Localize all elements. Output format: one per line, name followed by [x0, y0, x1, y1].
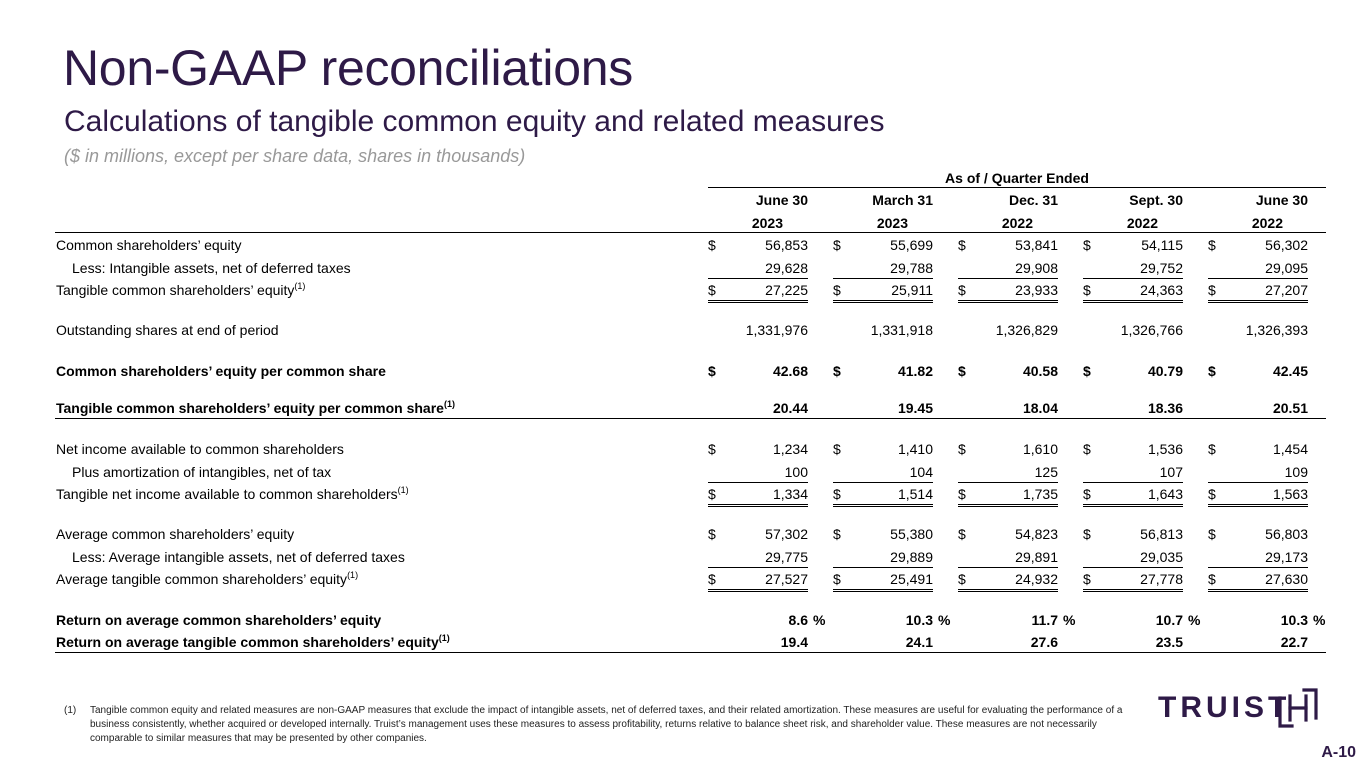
- currency-symbol: $: [833, 282, 841, 298]
- currency-symbol: $: [958, 526, 966, 542]
- cell-value: 1,735: [1022, 486, 1058, 502]
- currency-symbol: $: [1208, 571, 1216, 587]
- currency-symbol: $: [708, 282, 716, 298]
- cell-value: 19.4: [780, 634, 808, 650]
- row-label-text: Common shareholders’ equity per common share: [56, 363, 386, 379]
- row-label-text: Common shareholders’ equity: [56, 237, 242, 253]
- row-label-text: Tangible common shareholders’ equity per common share: [56, 400, 444, 416]
- cell-value: 1,563: [1272, 486, 1308, 502]
- cell-value: 27.6: [1030, 634, 1058, 650]
- footnote-ref: (1): [347, 570, 359, 580]
- page-title: Non-GAAP reconciliations: [63, 40, 633, 96]
- currency-symbol: $: [833, 363, 841, 379]
- currency-symbol: $: [1083, 486, 1091, 502]
- row-label: [56, 631, 450, 653]
- currency-symbol: $: [1083, 282, 1091, 298]
- table-row: [0, 438, 1365, 460]
- cell-value: 11.7: [1031, 612, 1058, 628]
- currency-symbol: $: [958, 237, 966, 253]
- row-label-text: Average common shareholders’ equity: [56, 526, 295, 542]
- row-label: [56, 234, 241, 256]
- row-label-text: Less: Intangible assets, net of deferred taxes: [72, 260, 351, 276]
- total-double-rule: [833, 504, 933, 507]
- cell-value: 22.7: [1280, 634, 1308, 650]
- row-label-text: Return on average tangible common shareholders’ equity: [56, 634, 439, 650]
- cell-value: 10.3: [905, 612, 933, 628]
- table-row: [0, 397, 1365, 419]
- cell-value: 20.44: [772, 400, 808, 416]
- total-double-rule: [708, 504, 808, 507]
- table-row: [0, 609, 1365, 631]
- cell-value: 56,302: [1265, 237, 1308, 253]
- row-label: [56, 483, 409, 505]
- row-label: [56, 319, 279, 341]
- cell-value: 18.36: [1147, 400, 1183, 416]
- cell-value: 23.5: [1155, 634, 1183, 650]
- row-label-text: Tangible net income available to common shareholders: [56, 486, 398, 502]
- table-row: [0, 631, 1365, 653]
- currency-symbol: $: [708, 571, 716, 587]
- row-label: [56, 523, 294, 545]
- row-label-text: Plus amortization of intangibles, net of tax: [72, 464, 332, 480]
- currency-symbol: $: [708, 526, 716, 542]
- currency-symbol: $: [708, 237, 716, 253]
- currency-symbol: $: [1208, 486, 1216, 502]
- currency-symbol: $: [1208, 526, 1216, 542]
- table-row: [0, 319, 1365, 341]
- currency-symbol: $: [1208, 282, 1216, 298]
- currency-symbol: $: [1208, 237, 1216, 253]
- percent-sign: %: [1063, 612, 1076, 628]
- currency-symbol: $: [958, 571, 966, 587]
- table-row: [0, 461, 1365, 483]
- total-double-rule: [958, 504, 1058, 507]
- cell-value: 1,610: [1022, 441, 1058, 457]
- row-label: [72, 257, 351, 279]
- col-header-month: Sept. 30: [1129, 192, 1183, 208]
- cell-value: 1,514: [897, 486, 933, 502]
- cell-value: 25,491: [890, 571, 933, 587]
- cell-value: 23,933: [1015, 282, 1058, 298]
- cell-value: 1,643: [1147, 486, 1183, 502]
- col-header-year: 2022: [1001, 215, 1033, 231]
- cell-value: 29,891: [1015, 549, 1058, 565]
- currency-symbol: $: [958, 363, 966, 379]
- row-label: [72, 546, 405, 568]
- cell-value: 20.51: [1272, 400, 1308, 416]
- currency-symbol: $: [1083, 363, 1091, 379]
- cell-value: 10.3: [1280, 612, 1308, 628]
- cell-value: 1,410: [897, 441, 933, 457]
- cell-value: 25,911: [891, 282, 933, 298]
- table-row: [0, 483, 1365, 505]
- footnote-ref: (1): [438, 633, 450, 643]
- cell-value: 57,302: [765, 526, 808, 542]
- percent-sign: %: [813, 612, 826, 628]
- total-double-rule: [1083, 504, 1183, 507]
- cell-value: 29,035: [1140, 549, 1183, 565]
- col-header-month: Dec. 31: [1008, 192, 1058, 208]
- total-double-rule: [958, 589, 1058, 592]
- footnote-ref: (1): [443, 399, 455, 409]
- table-row: [0, 523, 1365, 545]
- cell-value: 55,699: [890, 237, 933, 253]
- cell-value: 10.7: [1155, 612, 1183, 628]
- cell-value: 1,326,766: [1120, 322, 1183, 338]
- units-note: ($ in millions, except per share data, shares in thousands): [64, 146, 526, 166]
- total-double-rule: [708, 589, 808, 592]
- col-header-year: 2023: [876, 215, 908, 231]
- cell-value: 104: [909, 464, 933, 480]
- cell-value: 29,752: [1140, 260, 1183, 276]
- cell-value: 41.82: [897, 363, 933, 379]
- row-label: [56, 279, 305, 301]
- currency-symbol: $: [708, 363, 716, 379]
- cell-value: 55,380: [890, 526, 933, 542]
- col-header-month: March 31: [872, 192, 933, 208]
- currency-symbol: $: [833, 441, 841, 457]
- currency-symbol: $: [708, 441, 716, 457]
- cell-value: 107: [1159, 464, 1183, 480]
- row-label: [56, 397, 455, 419]
- cell-value: 125: [1034, 464, 1058, 480]
- cell-value: 27,630: [1265, 571, 1308, 587]
- total-double-rule: [833, 300, 933, 303]
- row-label-text: Average tangible common shareholders’ equity: [56, 571, 348, 587]
- cell-value: 29,775: [765, 549, 808, 565]
- cell-value: 40.58: [1022, 363, 1058, 379]
- truist-mark-icon: [1278, 688, 1318, 728]
- cell-value: 56,813: [1140, 526, 1183, 542]
- table-row: [0, 546, 1365, 568]
- row-label-text: Outstanding shares at end of period: [56, 322, 279, 338]
- currency-symbol: $: [1208, 363, 1216, 379]
- currency-symbol: $: [958, 441, 966, 457]
- cell-value: 24,932: [1015, 571, 1058, 587]
- section-rule: [55, 652, 1326, 653]
- total-double-rule: [1208, 504, 1308, 507]
- cell-value: 100: [784, 464, 808, 480]
- footnote-ref: (1): [397, 485, 409, 495]
- total-double-rule: [958, 300, 1058, 303]
- cell-value: 54,115: [1141, 237, 1183, 253]
- cell-value: 1,234: [772, 441, 808, 457]
- cell-value: 54,823: [1015, 526, 1058, 542]
- currency-symbol: $: [1083, 571, 1091, 587]
- row-label: [56, 609, 381, 631]
- cell-value: 24.1: [905, 634, 933, 650]
- cell-value: 109: [1284, 464, 1308, 480]
- col-header-year: 2022: [1251, 215, 1283, 231]
- page-number: A-10: [1321, 744, 1356, 761]
- table-row: [0, 279, 1365, 301]
- cell-value: 27,225: [765, 282, 808, 298]
- table-row: [0, 234, 1365, 256]
- col-header-month: June 30: [1255, 192, 1308, 208]
- cell-value: 1,454: [1272, 441, 1308, 457]
- cell-value: 8.6: [788, 612, 808, 628]
- footnote-marker: (1): [64, 705, 77, 716]
- cell-value: 40.79: [1147, 363, 1183, 379]
- currency-symbol: $: [1083, 526, 1091, 542]
- cell-value: 29,908: [1015, 260, 1058, 276]
- cell-value: 27,207: [1265, 282, 1308, 298]
- total-double-rule: [708, 300, 808, 303]
- currency-symbol: $: [958, 282, 966, 298]
- cell-value: 19.45: [897, 400, 933, 416]
- footnote-ref: (1): [294, 281, 306, 291]
- row-label: [56, 438, 344, 460]
- row-label-text: Tangible common shareholders’ equity: [56, 282, 295, 298]
- cell-value: 27,778: [1140, 571, 1183, 587]
- total-double-rule: [1083, 589, 1183, 592]
- cell-value: 1,536: [1147, 441, 1183, 457]
- header-rule: [55, 232, 1326, 233]
- row-label-text: Return on average common shareholders’ equity: [56, 612, 382, 628]
- cell-value: 29,889: [890, 549, 933, 565]
- cell-value: 29,628: [765, 260, 808, 276]
- currency-symbol: $: [1083, 441, 1091, 457]
- total-double-rule: [1208, 300, 1308, 303]
- cell-value: 1,326,829: [995, 322, 1058, 338]
- col-header-month: June 30: [755, 192, 808, 208]
- total-double-rule: [1208, 589, 1308, 592]
- cell-value: 56,803: [1265, 526, 1308, 542]
- row-label-text: Net income available to common shareholders: [56, 441, 344, 457]
- section-rule: [55, 418, 1326, 419]
- cell-value: 42.45: [1272, 363, 1308, 379]
- cell-value: 56,853: [765, 237, 808, 253]
- row-label: [56, 568, 358, 590]
- table-row: [0, 360, 1365, 382]
- percent-sign: %: [1188, 612, 1201, 628]
- currency-symbol: $: [708, 486, 716, 502]
- percent-sign: %: [1313, 612, 1326, 628]
- table-row: [0, 257, 1365, 279]
- total-double-rule: [1083, 300, 1183, 303]
- cell-value: 1,326,393: [1245, 322, 1308, 338]
- percent-sign: %: [938, 612, 951, 628]
- footnote-text: Tangible common equity and related measures are non-GAAP measures that exclude the impact of intangible assets, net of deferred taxes, and their related amortization. These measures are useful for evaluating the performance of a business consistently, whether acquired or developed internally. Truist’s management uses these measures to assess profitability, returns relative to balance sheet risk, and shareholder value. These measures are not necessarily comparable to similar measures that may be presented by other companies.: [90, 705, 1123, 744]
- currency-symbol: $: [833, 237, 841, 253]
- row-label: [56, 360, 386, 382]
- table-row: [0, 568, 1365, 590]
- row-label-text: Less: Average intangible assets, net of deferred taxes: [72, 549, 405, 565]
- row-label: [72, 461, 331, 483]
- cell-value: 24,363: [1140, 282, 1183, 298]
- currency-symbol: $: [1208, 441, 1216, 457]
- cell-value: 29,788: [890, 260, 933, 276]
- total-double-rule: [833, 589, 933, 592]
- cell-value: 42.68: [772, 363, 808, 379]
- currency-symbol: $: [833, 571, 841, 587]
- cell-value: 27,527: [765, 571, 808, 587]
- truist-logo: [1158, 688, 1320, 728]
- cell-value: 29,095: [1265, 260, 1308, 276]
- currency-symbol: $: [833, 526, 841, 542]
- group-header: As of / Quarter Ended: [708, 168, 1326, 188]
- page-subtitle: Calculations of tangible common equity and related measures: [64, 105, 885, 138]
- cell-value: 1,334: [772, 486, 808, 502]
- logo-wordmark: TRUIST: [1158, 691, 1291, 724]
- currency-symbol: $: [1083, 237, 1091, 253]
- currency-symbol: $: [833, 486, 841, 502]
- col-header-year: 2023: [751, 215, 783, 231]
- currency-symbol: $: [958, 486, 966, 502]
- cell-value: 29,173: [1265, 549, 1308, 565]
- cell-value: 53,841: [1015, 237, 1058, 253]
- col-header-year: 2022: [1126, 215, 1158, 231]
- cell-value: 1,331,976: [745, 322, 808, 338]
- cell-value: 18.04: [1022, 400, 1058, 416]
- cell-value: 1,331,918: [870, 322, 933, 338]
